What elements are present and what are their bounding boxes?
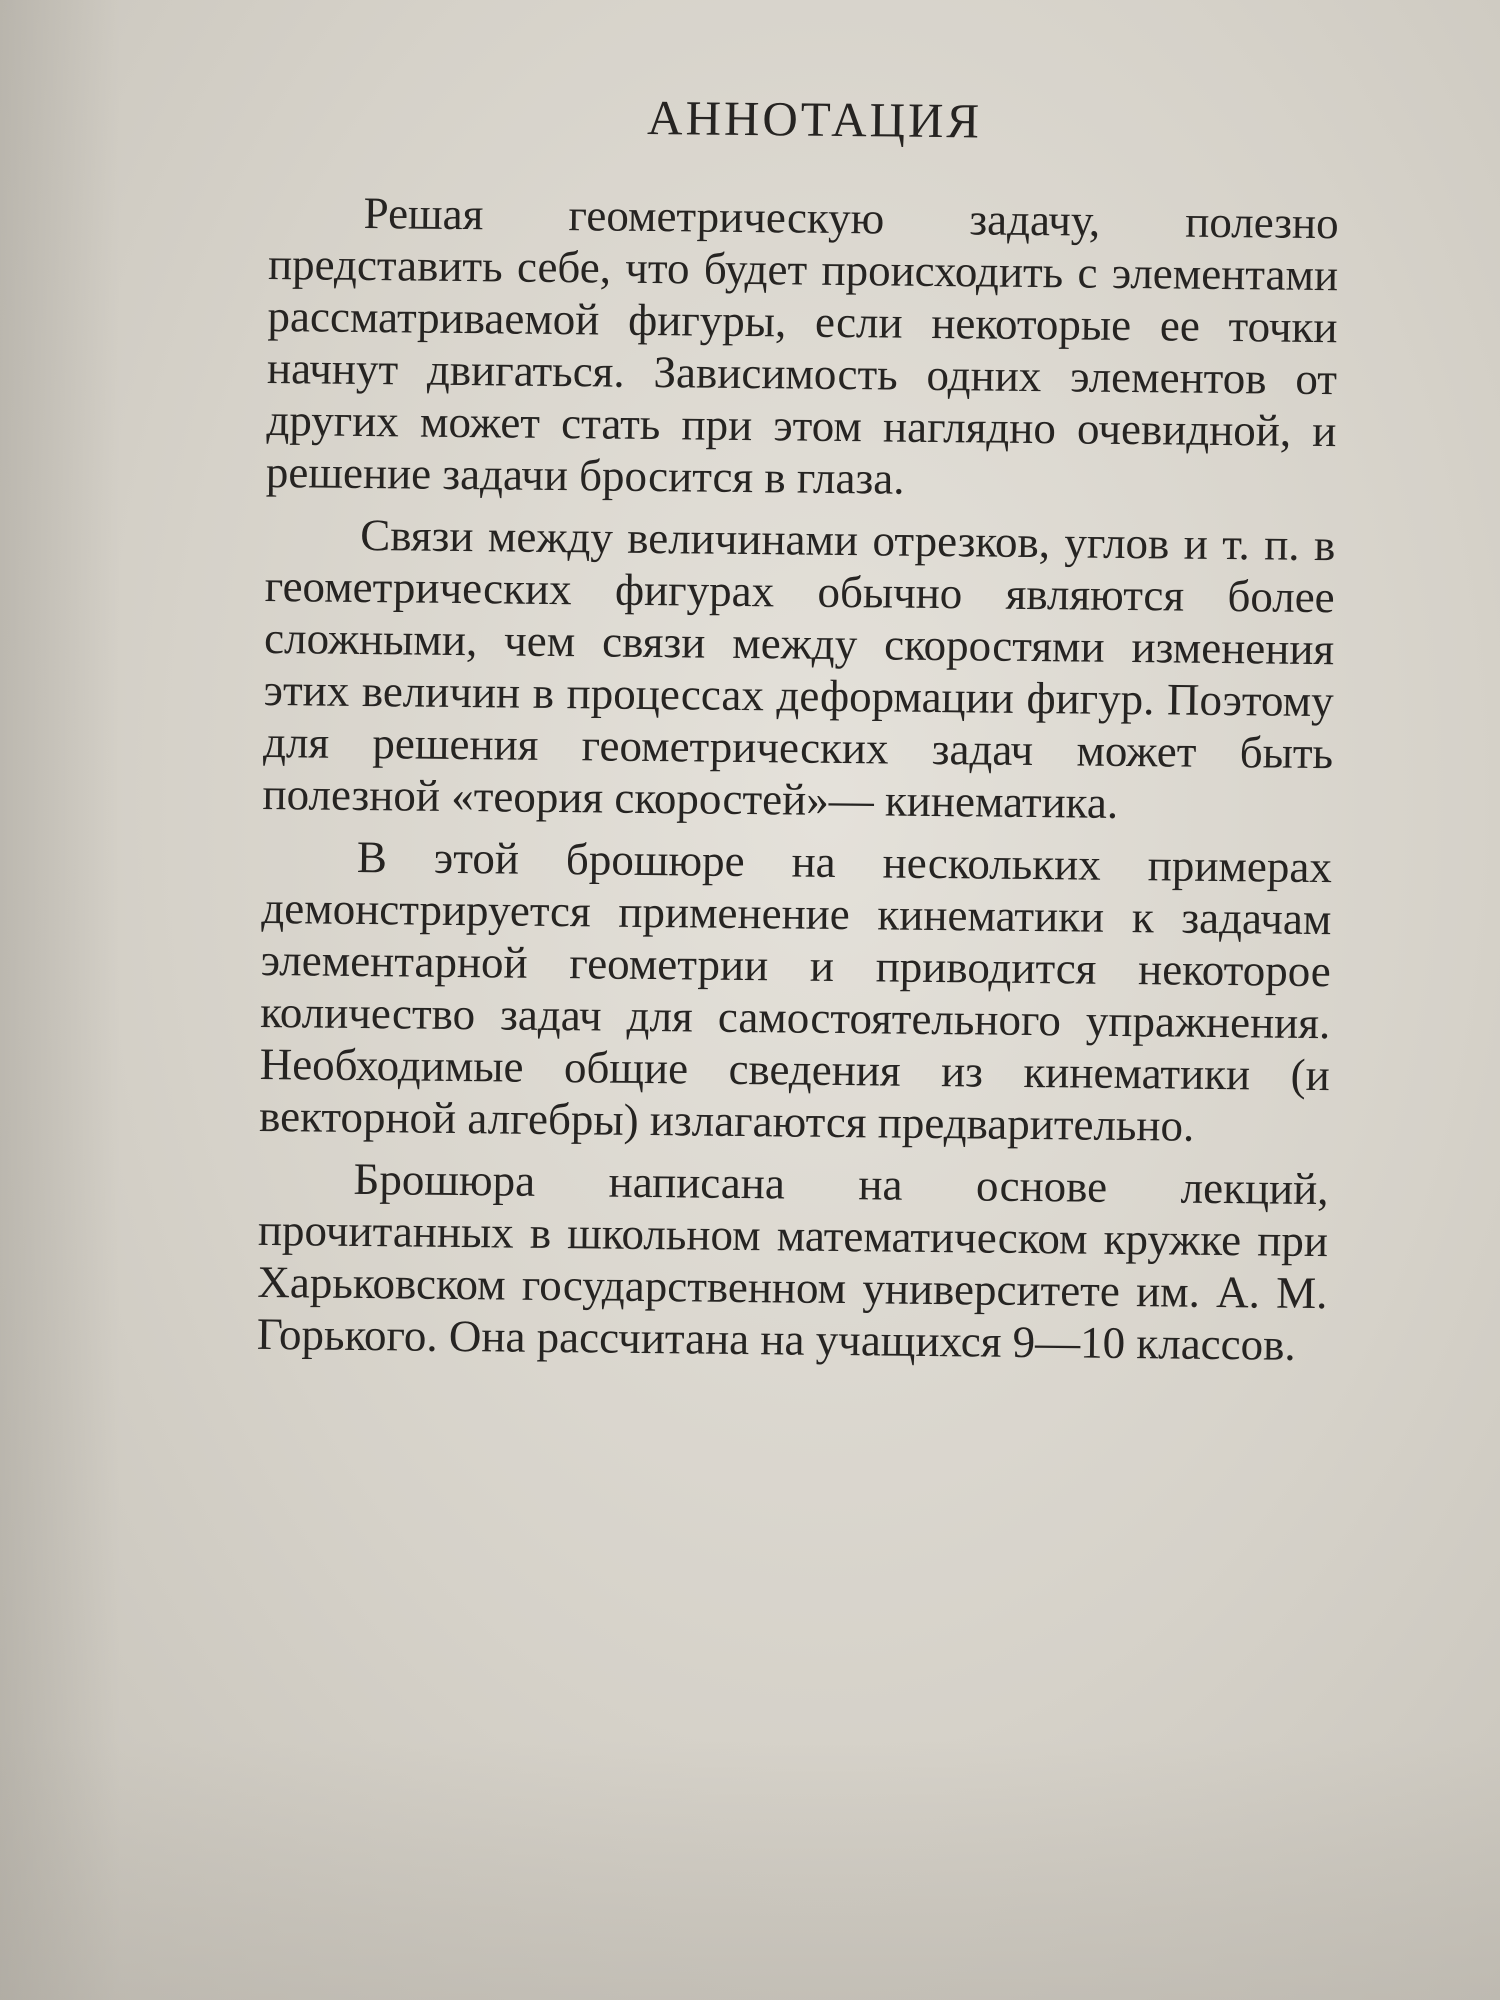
page-title: АННОТАЦИЯ [646,89,983,149]
page-shadow-left [0,0,120,2000]
page-shadow-bottom [0,1740,1500,2000]
annotation-text-block [257,85,1340,1381]
paragraph-1: Решая геометрическую задачу, полезно представить себе, что будет происходить с элементами рассматриваемой фигуры, если некоторые ее точки начнут двигаться. Зависимость одних элементов от других может стать при этом наглядно очевидной, и решение задачи бросится в глаза. [265,187,1339,504]
paragraph-3: В этой брошюре на нескольких примерах демонстрируется применение кинематики к задачам элементарной геометрии и приводится некоторое количество задач для самостоятельного упражнения. Необходимые общие сведения из кинематики (и векторной алгебры) излагаются предварительно. [258,831,1333,1151]
paragraph-2: Связи между величинами отрезков, углов и т. п. в геометрических фигурах обычно являются более сложными, чем связи между скоростями изменения этих величин в процессах деформации фигур. Поэтому для решения геометрических задач может быть полезной «теория скоростей»— кинематика. [262,509,1336,828]
paragraph-4: Брошюра написана на основе лекций, прочитанных в школьном математическом кружке при Харьковском государственном университете им. А. М. Горького. Она рассчитана на учащихся 9—10 классов. [256,1153,1329,1370]
